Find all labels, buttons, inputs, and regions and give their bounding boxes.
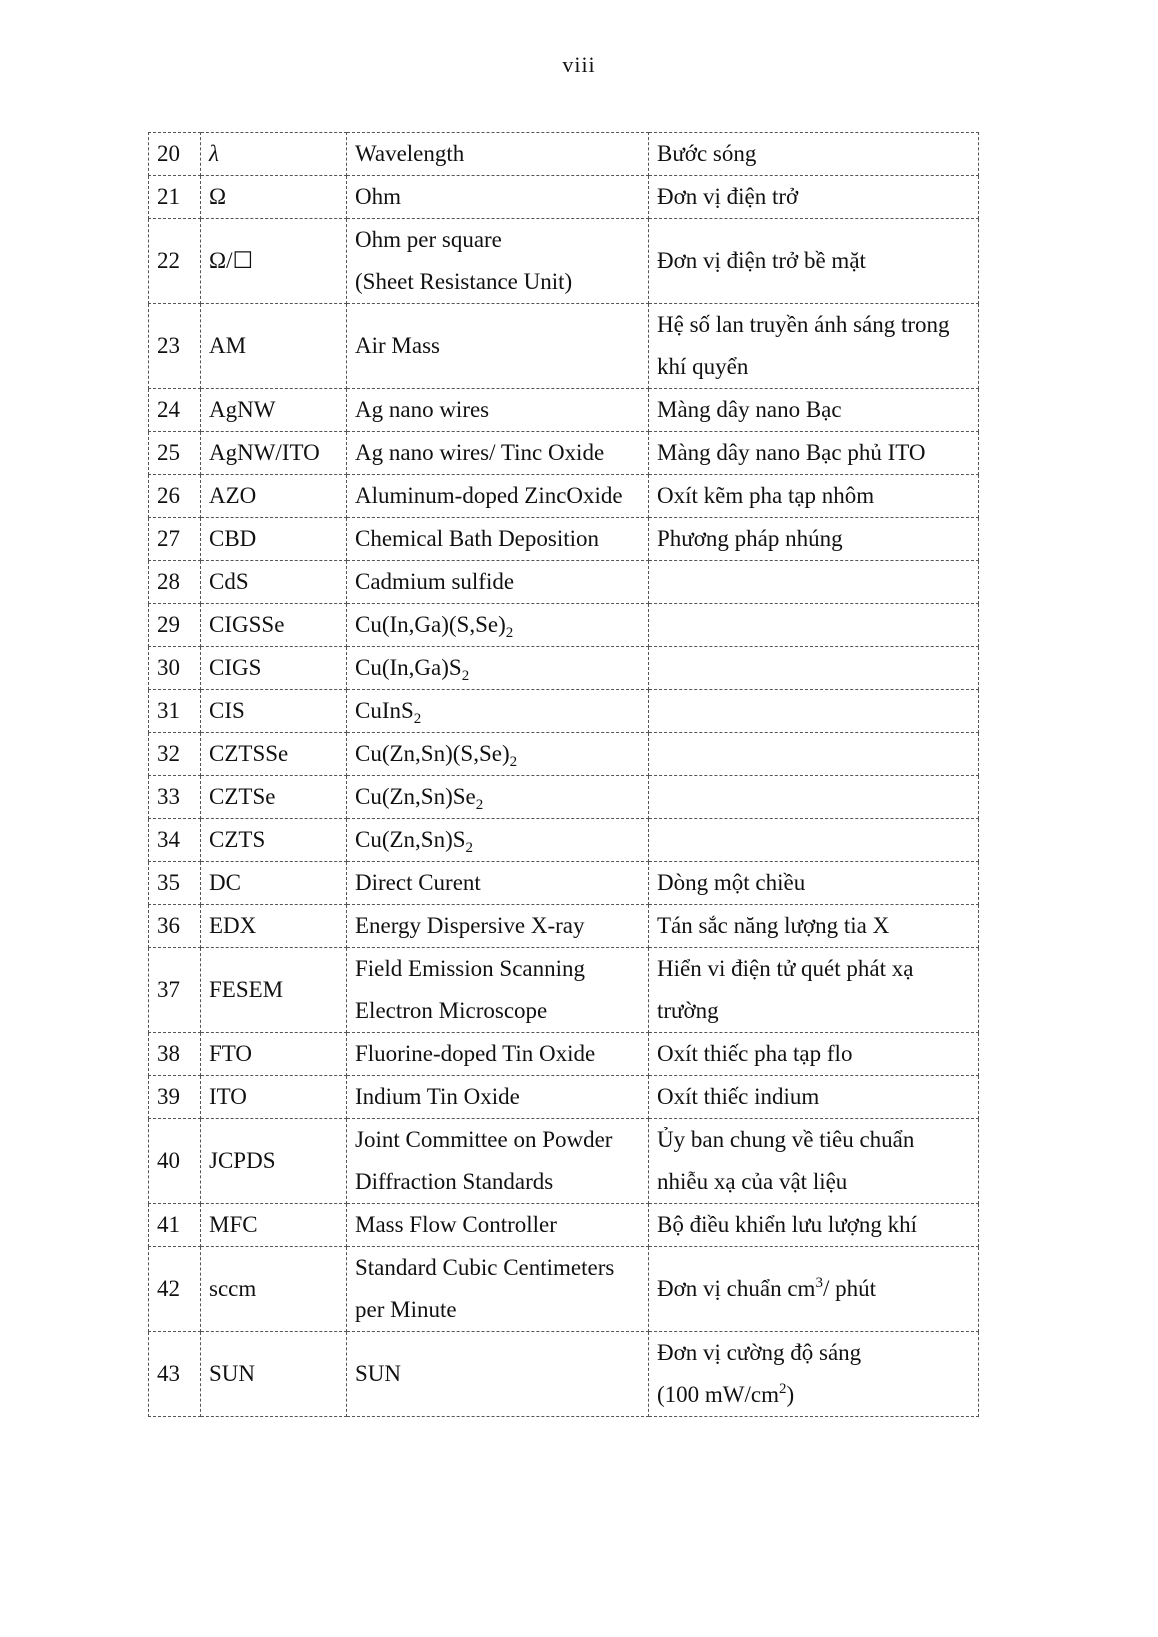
row-symbol: EDX xyxy=(201,905,347,948)
row-symbol: sccm xyxy=(201,1247,347,1332)
row-english-line: Ohm per square xyxy=(355,227,502,252)
row-vietnamese xyxy=(649,1332,979,1417)
row-vietnamese xyxy=(649,776,979,819)
table-row xyxy=(149,647,979,690)
formula-subscript: 2 xyxy=(413,711,422,727)
row-symbol: JCPDS xyxy=(201,1119,347,1204)
row-english xyxy=(347,948,649,1033)
row-vietnamese xyxy=(649,1119,979,1204)
row-vietnamese xyxy=(649,948,979,1033)
row-vietnamese-line: trường xyxy=(657,998,719,1023)
row-vietnamese: Oxít thiếc indium xyxy=(649,1076,979,1119)
row-vietnamese-line: nhiễu xạ của vật liệu xyxy=(657,1169,848,1194)
row-vietnamese xyxy=(649,647,979,690)
row-vietnamese-line: Đơn vị cường độ sáng xyxy=(657,1340,862,1365)
row-vietnamese: Màng dây nano Bạc xyxy=(649,389,979,432)
row-number: 22 xyxy=(149,219,201,304)
table-row xyxy=(149,862,979,905)
row-number: 34 xyxy=(149,819,201,862)
row-vietnamese xyxy=(649,733,979,776)
table-row xyxy=(149,432,979,475)
row-number: 40 xyxy=(149,1119,201,1204)
row-number: 41 xyxy=(149,1204,201,1247)
row-english-line: Electron Microscope xyxy=(355,998,548,1023)
row-vietnamese: Màng dây nano Bạc phủ ITO xyxy=(649,432,979,475)
formula-base: Cu(Zn,Sn)Se xyxy=(355,784,476,809)
table-row xyxy=(149,304,979,389)
formula-subscript: 2 xyxy=(475,797,484,813)
row-english: Direct Curent xyxy=(347,862,649,905)
row-english: Ag nano wires/ Tinc Oxide xyxy=(347,432,649,475)
unit-text: ) xyxy=(786,1382,795,1407)
abbreviation-table xyxy=(148,132,979,1417)
row-vietnamese: Bộ điều khiển lưu lượng khí xyxy=(649,1204,979,1247)
table-row xyxy=(149,219,979,304)
row-english: Chemical Bath Deposition xyxy=(347,518,649,561)
row-number: 25 xyxy=(149,432,201,475)
formula-base: Cu(Zn,Sn)(S,Se) xyxy=(355,741,510,766)
table-row xyxy=(149,690,979,733)
row-number: 37 xyxy=(149,948,201,1033)
row-english xyxy=(347,690,649,733)
table-row xyxy=(149,1247,979,1332)
table-row xyxy=(149,518,979,561)
formula-subscript: 2 xyxy=(461,668,470,684)
formula-subscript: 2 xyxy=(509,754,518,770)
unit-text: Đơn vị chuẩn cm xyxy=(657,1276,816,1301)
formula-base: Cu(In,Ga)S xyxy=(355,655,462,680)
table-row xyxy=(149,1204,979,1247)
table-row xyxy=(149,561,979,604)
row-symbol: ITO xyxy=(201,1076,347,1119)
row-symbol: AgNW/ITO xyxy=(201,432,347,475)
row-number: 35 xyxy=(149,862,201,905)
row-number: 23 xyxy=(149,304,201,389)
row-vietnamese-line: Hiển vi điện tử quét phát xạ xyxy=(657,956,914,981)
table-row xyxy=(149,733,979,776)
row-vietnamese xyxy=(649,604,979,647)
row-english-line: Joint Committee on Powder xyxy=(355,1127,613,1152)
row-symbol: MFC xyxy=(201,1204,347,1247)
row-symbol: λ xyxy=(201,133,347,176)
row-english xyxy=(347,733,649,776)
row-vietnamese: Đơn vị điện trở bề mặt xyxy=(649,219,979,304)
row-number: 38 xyxy=(149,1033,201,1076)
row-english-line: (Sheet Resistance Unit) xyxy=(355,269,573,294)
row-number: 30 xyxy=(149,647,201,690)
unit-superscript: 3 xyxy=(815,1275,823,1291)
row-vietnamese: Phương pháp nhúng xyxy=(649,518,979,561)
row-english: SUN xyxy=(347,1332,649,1417)
row-number: 33 xyxy=(149,776,201,819)
row-english xyxy=(347,219,649,304)
row-english: Wavelength xyxy=(347,133,649,176)
row-english: Ohm xyxy=(347,176,649,219)
row-symbol: AZO xyxy=(201,475,347,518)
table-row xyxy=(149,776,979,819)
page-number: viii xyxy=(562,52,596,77)
formula-base: Cu(Zn,Sn)S xyxy=(355,827,466,852)
row-symbol: Ω/☐ xyxy=(201,219,347,304)
row-symbol: CdS xyxy=(201,561,347,604)
row-number: 39 xyxy=(149,1076,201,1119)
row-vietnamese xyxy=(649,304,979,389)
row-vietnamese-line: khí quyển xyxy=(657,354,749,379)
row-english-line: per Minute xyxy=(355,1297,457,1322)
table-row xyxy=(149,948,979,1033)
row-number: 26 xyxy=(149,475,201,518)
table-row xyxy=(149,1332,979,1417)
row-number: 21 xyxy=(149,176,201,219)
formula-base: Cu(In,Ga)(S,Se) xyxy=(355,612,506,637)
row-vietnamese: Dòng một chiều xyxy=(649,862,979,905)
unit-text: / phút xyxy=(822,1276,876,1301)
row-number: 32 xyxy=(149,733,201,776)
row-number: 43 xyxy=(149,1332,201,1417)
row-english: Indium Tin Oxide xyxy=(347,1076,649,1119)
row-vietnamese: Tán sắc năng lượng tia X xyxy=(649,905,979,948)
table-row xyxy=(149,176,979,219)
row-symbol: CZTSSe xyxy=(201,733,347,776)
row-english xyxy=(347,647,649,690)
table-row xyxy=(149,1076,979,1119)
row-english: Ag nano wires xyxy=(347,389,649,432)
row-symbol: SUN xyxy=(201,1332,347,1417)
row-symbol: CIS xyxy=(201,690,347,733)
row-english xyxy=(347,604,649,647)
row-vietnamese: Đơn vị điện trở xyxy=(649,176,979,219)
row-english: Cadmium sulfide xyxy=(347,561,649,604)
row-english: Air Mass xyxy=(347,304,649,389)
formula-subscript: 2 xyxy=(465,840,474,856)
table-row xyxy=(149,819,979,862)
row-number: 31 xyxy=(149,690,201,733)
row-vietnamese-line xyxy=(657,1374,970,1416)
row-symbol: FTO xyxy=(201,1033,347,1076)
unit-text: (100 mW/cm xyxy=(657,1382,779,1407)
table-row xyxy=(149,1119,979,1204)
row-symbol: CZTS xyxy=(201,819,347,862)
row-english: Fluorine-doped Tin Oxide xyxy=(347,1033,649,1076)
row-vietnamese-line: Ủy ban chung về tiêu chuẩn xyxy=(657,1127,915,1152)
row-english: Energy Dispersive X-ray xyxy=(347,905,649,948)
row-english-line: Standard Cubic Centimeters xyxy=(355,1255,615,1280)
row-number: 27 xyxy=(149,518,201,561)
table-row xyxy=(149,475,979,518)
row-symbol: AM xyxy=(201,304,347,389)
row-vietnamese xyxy=(649,690,979,733)
unit-superscript: 2 xyxy=(779,1381,787,1397)
row-english xyxy=(347,1119,649,1204)
row-symbol: AgNW xyxy=(201,389,347,432)
formula-base: CuInS xyxy=(355,698,414,723)
row-vietnamese xyxy=(649,819,979,862)
row-number: 28 xyxy=(149,561,201,604)
row-symbol: CIGSSe xyxy=(201,604,347,647)
table-row xyxy=(149,1033,979,1076)
table-row xyxy=(149,389,979,432)
row-english-line: Diffraction Standards xyxy=(355,1169,554,1194)
row-english: Mass Flow Controller xyxy=(347,1204,649,1247)
row-vietnamese: Oxít thiếc pha tạp flo xyxy=(649,1033,979,1076)
row-vietnamese xyxy=(649,561,979,604)
row-symbol: FESEM xyxy=(201,948,347,1033)
row-symbol: Ω xyxy=(201,176,347,219)
table-row xyxy=(149,604,979,647)
row-symbol: DC xyxy=(201,862,347,905)
row-english xyxy=(347,776,649,819)
table-row xyxy=(149,905,979,948)
row-number: 29 xyxy=(149,604,201,647)
row-number: 24 xyxy=(149,389,201,432)
row-vietnamese: Oxít kẽm pha tạp nhôm xyxy=(649,475,979,518)
row-english: Aluminum-doped ZincOxide xyxy=(347,475,649,518)
row-symbol: CIGS xyxy=(201,647,347,690)
row-english xyxy=(347,1247,649,1332)
row-english xyxy=(347,819,649,862)
row-symbol: CZTSe xyxy=(201,776,347,819)
table-row xyxy=(149,133,979,176)
row-vietnamese-line: Hệ số lan truyền ánh sáng trong xyxy=(657,312,950,337)
row-number: 42 xyxy=(149,1247,201,1332)
row-english-line: Field Emission Scanning xyxy=(355,956,585,981)
row-vietnamese xyxy=(649,1247,979,1332)
row-number: 36 xyxy=(149,905,201,948)
row-number: 20 xyxy=(149,133,201,176)
formula-subscript: 2 xyxy=(505,625,514,641)
row-vietnamese: Bước sóng xyxy=(649,133,979,176)
row-symbol: CBD xyxy=(201,518,347,561)
